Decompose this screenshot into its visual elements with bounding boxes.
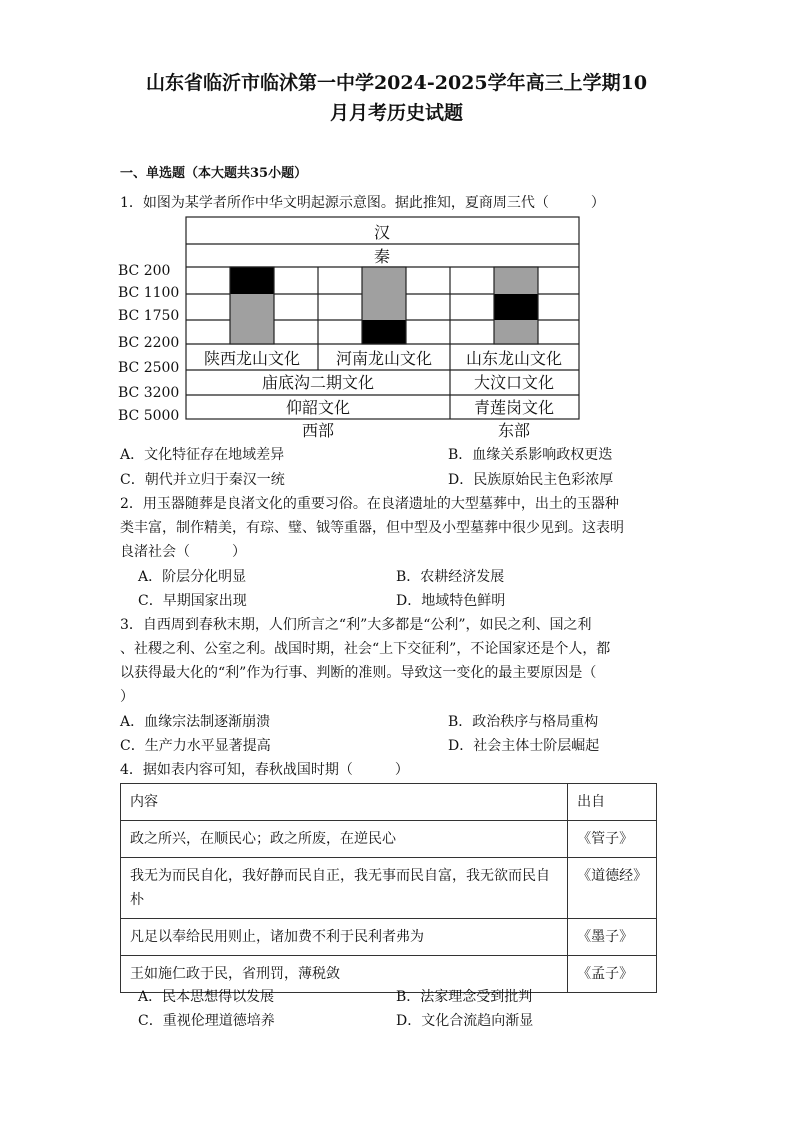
culture-miaodigou: 庙底沟二期文化: [261, 373, 375, 392]
culture-yangshao: 仰韶文化: [285, 398, 351, 417]
label-east: 东部: [497, 421, 531, 440]
year-label: BC 1100: [118, 285, 180, 301]
table-cell: 我无为而民自化，我好静而民自正，我无事而民自富，我无欲而民自朴: [121, 858, 568, 919]
q3-option-d[interactable]: D．社会主体士阶层崛起: [448, 738, 600, 754]
year-label: BC 2200: [118, 335, 180, 351]
culture-dawenkou: 大汶口文化: [473, 373, 555, 392]
table-header-cell: 出自: [568, 784, 657, 821]
henan-black-bar: [362, 320, 406, 344]
table-cell: 《孟子》: [568, 956, 657, 993]
shaanxi-gray-bar: [230, 294, 274, 344]
q1-option-b[interactable]: B．血缘关系影响政权更迭: [448, 447, 613, 463]
q1-stem: 1．如图为某学者所作中华文明起源示意图。据此推知，夏商周三代（ ）: [120, 195, 605, 211]
q1-option-c[interactable]: C．朝代并立归于秦汉一统: [120, 472, 285, 488]
table-cell: 《管子》: [568, 821, 657, 858]
q4-table: [120, 783, 657, 993]
dynasty-qin: 秦: [373, 247, 391, 266]
q4-stem: 4．据如表内容可知，春秋战国时期（ ）: [120, 762, 409, 778]
q1-option-d[interactable]: D．民族原始民主色彩浓厚: [448, 472, 614, 488]
year-label: BC 2500: [118, 360, 180, 376]
year-label: BC 3200: [118, 385, 180, 401]
q3-stem-line-2: 、社稷之利、公室之利。战国时期，社会“上下交征利”，不论国家还是个人，都: [120, 641, 611, 657]
table-cell: 《道德经》: [568, 858, 657, 919]
table-header-cell: 内容: [121, 784, 568, 821]
label-west: 西部: [301, 421, 335, 440]
table-row: [121, 919, 657, 956]
year-label: BC 200: [118, 263, 171, 279]
culture-qingliangang: 青莲岗文化: [473, 398, 555, 417]
table-cell: 《墨子》: [568, 919, 657, 956]
q3-option-b[interactable]: B．政治秩序与格局重构: [448, 714, 599, 730]
q2-option-c[interactable]: C．早期国家出现: [138, 593, 247, 609]
culture-henan-longshan: 河南龙山文化: [335, 349, 433, 368]
q2-stem-line-1: 2．用玉器随葬是良渚文化的重要习俗。在良渚遗址的大型墓葬中，出土的玉器种: [120, 496, 619, 512]
title-line-2: 月月考历史试题: [329, 102, 463, 124]
dynasty-han: 汉: [373, 223, 391, 242]
shandong-black-bar: [494, 294, 538, 320]
q3-option-a[interactable]: A．血缘宗法制逐渐崩溃: [120, 714, 271, 730]
q2-stem-line-3: 良渚社会（ ）: [120, 544, 246, 560]
shaanxi-black-bar: [230, 267, 274, 294]
table-row: [121, 858, 657, 919]
q2-stem-line-2: 类丰富，制作精美，有琮、璧、钺等重器，但中型及小型墓葬中很少见到。这表明: [120, 520, 624, 536]
year-label: BC 5000: [118, 408, 180, 424]
section-heading: 一、单选题（本大题共35小题）: [120, 166, 308, 181]
q3-stem-line-3: 以获得最大化的“利”作为行事、判断的准则。导致这一变化的最主要原因是（: [120, 665, 597, 681]
q2-option-d[interactable]: D．地域特色鲜明: [396, 593, 506, 609]
q3-stem-line-1: 3．自西周到春秋末期，人们所言之“利”大多都是“公利”，如民之利、国之利: [120, 617, 592, 633]
q4-option-d[interactable]: D．文化合流趋向渐显: [396, 1013, 534, 1029]
title-line-1: 山东省临沂市临沭第一中学2024-2025学年高三上学期10: [145, 72, 648, 94]
table-cell: 王如施仁政于民，省刑罚，薄税敛: [121, 956, 568, 993]
table-header-row: [121, 784, 657, 821]
table-cell: 凡足以奉给民用则止，诸加费不利于民利者弗为: [121, 919, 568, 956]
q1-option-a[interactable]: A．文化特征存在地域差异: [120, 447, 285, 463]
q3-stem-line-4: ）: [120, 689, 134, 705]
shandong-gray-bar-bottom: [494, 320, 538, 344]
table-cell: 政之所兴，在顺民心；政之所废，在逆民心: [121, 821, 568, 858]
q3-option-c[interactable]: C．生产力水平显著提高: [120, 738, 271, 754]
table-row: [121, 821, 657, 858]
culture-shaanxi-longshan: 陕西龙山文化: [203, 349, 301, 368]
culture-shandong-longshan: 山东龙山文化: [465, 349, 563, 368]
q2-option-a[interactable]: A．阶层分化明显: [138, 569, 247, 585]
civilization-origin-diagram: [118, 212, 588, 440]
shandong-gray-bar-top: [494, 267, 538, 294]
q4-option-c[interactable]: C．重视伦理道德培养: [138, 1013, 275, 1029]
year-label: BC 1750: [118, 308, 180, 324]
henan-gray-bar: [362, 267, 406, 320]
q2-option-b[interactable]: B．农耕经济发展: [396, 569, 505, 585]
q4-option-b[interactable]: B．法家理念受到批判: [396, 989, 533, 1005]
q4-option-a[interactable]: A．民本思想得以发展: [138, 989, 275, 1005]
